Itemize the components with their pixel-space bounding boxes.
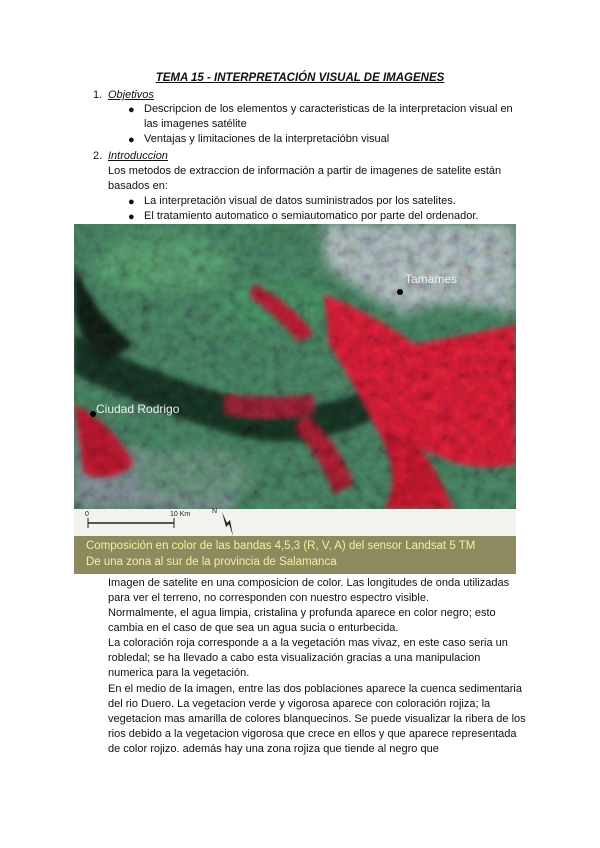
bullet-icon: ● [128,134,135,146]
satellite-figure [74,224,516,574]
intro-item-2: El tratamiento automatico o semiautomatico por parte del ordenador. [144,210,479,222]
page-title: TEMA 15 - INTERPRETACIÓN VISUAL DE IMAGENES [155,72,445,84]
caption-line-1: Composición en color de las bandas 4,5,3 (R, V, A) del sensor Landsat 5 TM [86,540,476,552]
intro-text: Los metodos de extraccion de información a partir de imagenes de satelite están basados en: [108,165,502,192]
bullet-icon: ● [128,104,135,116]
section-heading-objetivos: Objetivos [108,89,154,101]
bullet-icon: ● [128,196,135,208]
objetivo-item-2: Ventajas y limitaciones de la interpretacióbn visual [144,133,390,145]
body-paragraph-2: Normalmente, el agua limpia, cristalina y profunda aparece en color negro; esto cambia en el caso de que sea un agua sucia o enturbecida. [108,607,496,634]
caption-line-2: De una zona al sur de la provincia de Salamanca [86,556,337,568]
scale-end-label: 10 Km [170,511,191,518]
body-paragraph-4: En el medio de la imagen, entre las dos poblaciones aparece la cuenca sedimentaria del rio Duero. La vegetacion verde y vigorosa aparece con coloración rojiza; la vegetacion mas amarilla de colores blanquecinos. Se puede visualizar la ribera de los rios debido a la vegetacion vigorosa que crece en ellos y que aparece representada de color rojizo. además hay una zona rojiza que tiende al negro que [108,683,526,755]
intro-item-1: La interpretación visual de datos suministrados por los satelites. [144,195,456,207]
town-marker [397,289,403,295]
objetivo-item-1: Descripcion de los elementos y caracteristicas de la interpretacion visual en las imagenes satélite [144,103,513,130]
figure-caption [74,536,516,574]
north-label: N [212,508,218,515]
section-number-1: 1. [93,89,103,101]
section-number-2: 2. [93,150,103,162]
bullet-icon: ● [128,211,135,223]
body-paragraph-3: La coloración roja corresponde a a la vegetación mas vivaz, en este caso seria un robledal; se ha llevado a cabo esta visualización gracias a una manipulacion numerica para la vegetación. [108,637,508,679]
label-tamames: Tamames [405,272,458,286]
label-ciudad-rodrigo: Ciudad Rodrigo [96,402,180,416]
section-heading-introduccion: Introduccion [108,150,168,162]
body-paragraph-1: Imagen de satelite en una composicion de color. Las longitudes de onda utilizadas para ver el terreno, no corresponden con nuestro espectro visible. [108,577,510,604]
scale-start-label: 0 [85,511,89,518]
